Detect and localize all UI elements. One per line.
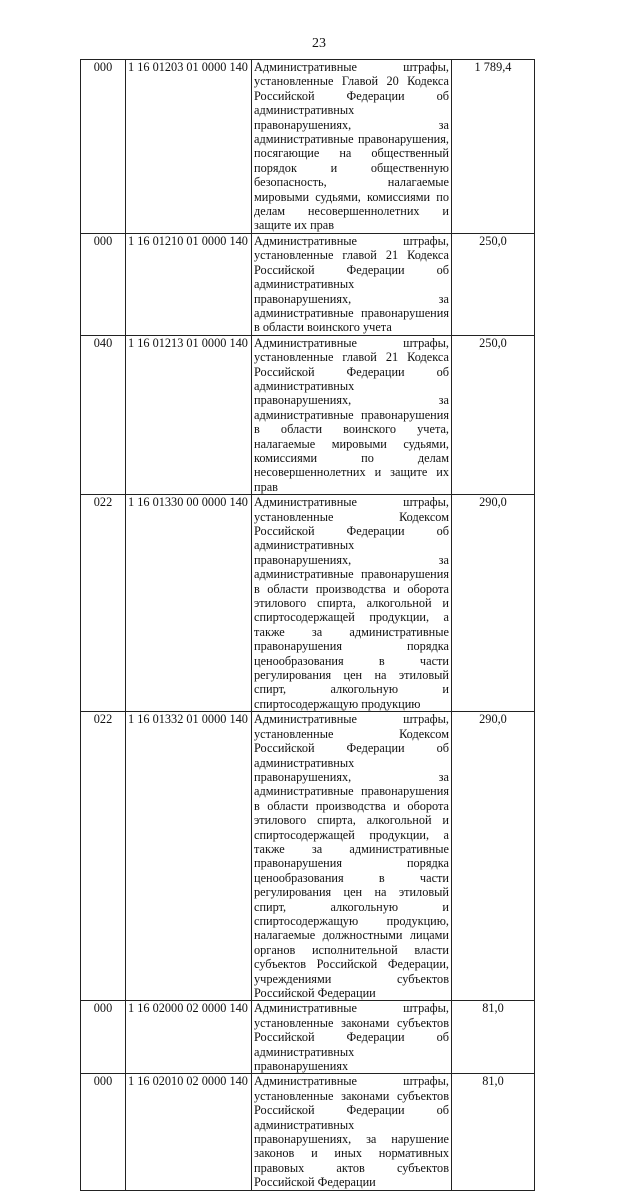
table-row [81,335,535,494]
description-cell: Административные штрафы, установленные законами субъектов Российской Федерации об административных правонарушениях, за нарушение законов и иных нормативных правовых актов субъектов Российской Федерации [252,1074,452,1190]
amount-cell: 1 789,4 [452,60,535,234]
admin-code-cell: 000 [81,1074,126,1190]
amount-cell: 81,0 [452,1074,535,1190]
page-number: 23 [312,36,326,51]
table-row [81,233,535,335]
description-cell: Административные штрафы, установленные Главой 20 Кодекса Российской Федерации об административных правонарушениях, за административные правонарушения, посягающие на общественный порядок и общественную безопасность, налагаемые мировыми судьями, комиссиями по делам несовершеннолетних и защите их прав [252,60,452,234]
admin-code-cell: 000 [81,233,126,335]
description-cell: Административные штрафы, установленные законами субъектов Российской Федерации об административных правонарушениях [252,1001,452,1074]
amount-cell: 290,0 [452,495,535,712]
admin-code-cell: 022 [81,712,126,1001]
admin-code-cell: 040 [81,335,126,494]
admin-code-cell: 000 [81,60,126,234]
budget-code-cell: 1 16 01213 01 0000 140 [126,335,252,494]
table-row [81,712,535,1001]
table-row [81,1074,535,1190]
admin-code-cell: 000 [81,1001,126,1074]
budget-code-cell: 1 16 02000 02 0000 140 [126,1001,252,1074]
description-cell: Административные штрафы, установленные Кодексом Российской Федерации об административных правонарушениях, за административные правонарушения в области производства и оборота этилового спирта, алкогольной и спиртосодержащей продукции, а также за административные правонарушения порядка ценообразования в части регулирования цен на этиловый спирт, алкогольную и спиртосодержащую продукцию, налагаемые должностными лицами органов исполнительной власти субъектов Российской Федерации, учреждениями субъектов Российской Федерации [252,712,452,1001]
budget-code-cell: 1 16 02010 02 0000 140 [126,1074,252,1190]
table-row [81,1001,535,1074]
description-cell: Административные штрафы, установленные Кодексом Российской Федерации об административных правонарушениях, за административные правонарушения в области производства и оборота этилового спирта, алкогольной и спиртосодержащей продукции, а также за административные правонарушения порядка ценообразования в части регулирования цен на этиловый спирт, алкогольную и спиртосодержащую продукцию [252,495,452,712]
budget-code-cell: 1 16 01332 01 0000 140 [126,712,252,1001]
amount-cell: 290,0 [452,712,535,1001]
budget-code-cell: 1 16 01210 01 0000 140 [126,233,252,335]
admin-code-cell: 022 [81,495,126,712]
revenue-table [80,59,535,1191]
amount-cell: 250,0 [452,335,535,494]
description-cell: Административные штрафы, установленные главой 21 Кодекса Российской Федерации об административных правонарушениях, за административные правонарушения в области воинского учета [252,233,452,335]
amount-cell: 81,0 [452,1001,535,1074]
table-row [81,495,535,712]
budget-code-cell: 1 16 01330 00 0000 140 [126,495,252,712]
table-row [81,60,535,234]
budget-code-cell: 1 16 01203 01 0000 140 [126,60,252,234]
description-cell: Административные штрафы, установленные главой 21 Кодекса Российской Федерации об административных правонарушениях, за административные правонарушения в области воинского учета, налагаемые мировыми судьями, комиссиями по делам несовершеннолетних и защите их прав [252,335,452,494]
amount-cell: 250,0 [452,233,535,335]
